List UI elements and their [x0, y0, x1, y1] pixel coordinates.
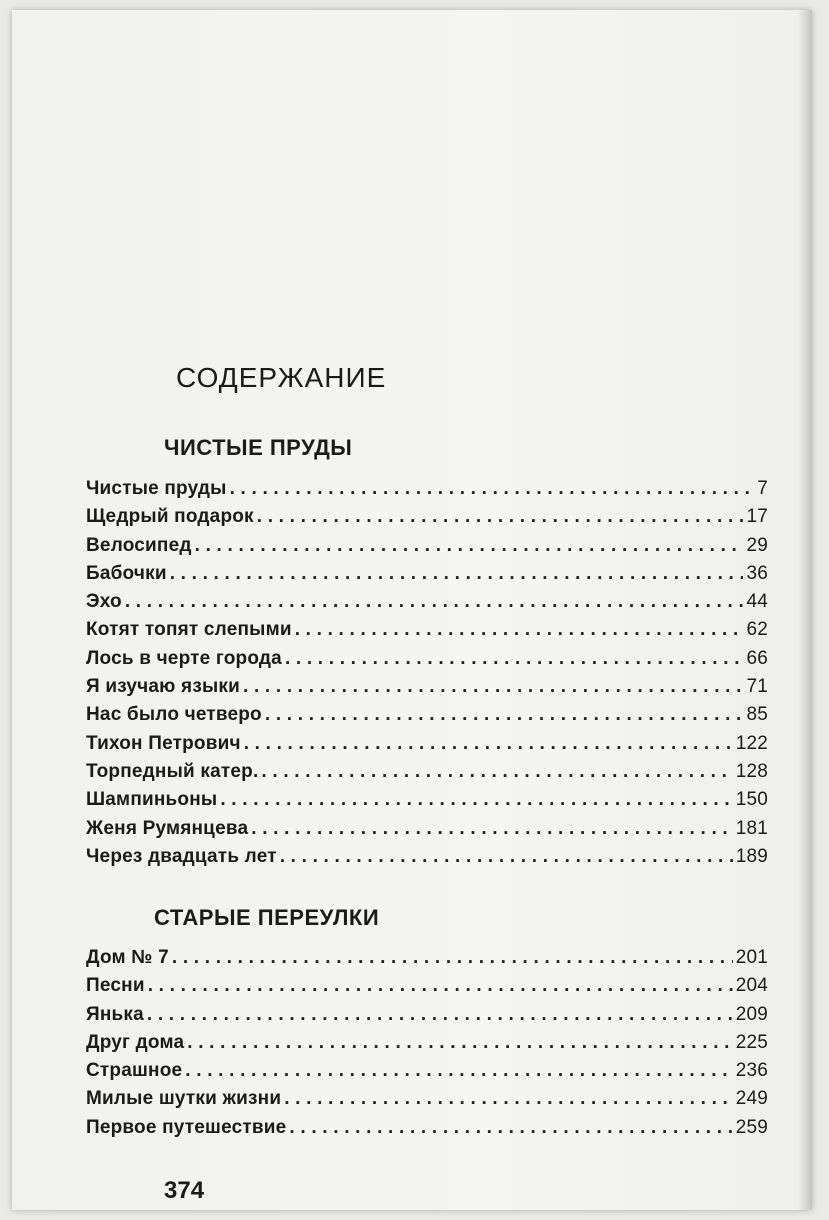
toc-entry-title: Торпедный катер.: [86, 760, 259, 782]
toc-entry: [86, 975, 768, 1003]
toc-entry-title: Щедрый подарок: [86, 506, 254, 528]
toc-leader-dots: [243, 676, 743, 698]
toc-entry: [86, 1032, 768, 1060]
page-spine-shadow: [798, 10, 812, 1210]
contents-heading: СОДЕРЖАНИЕ: [176, 362, 387, 393]
toc-entry-page: 189: [735, 845, 768, 867]
toc-entry-title: Шампиньоны: [86, 789, 218, 811]
toc-entry-page: 181: [735, 817, 768, 839]
toc-entry-title: Нас было четверо: [86, 704, 262, 726]
toc-entry-page: 71: [746, 676, 768, 698]
toc-entry-page: 201: [735, 947, 768, 968]
show-through-text: [92, 80, 782, 107]
toc-leader-dots: [147, 1004, 733, 1026]
toc-leader-dots: [148, 975, 733, 997]
toc-entry: [86, 619, 768, 647]
book-page: [12, 10, 812, 1210]
toc-entry-title: Женя Румянцева: [86, 817, 249, 839]
toc-leader-dots: [257, 506, 744, 528]
toc-entry-page: 85: [746, 704, 768, 726]
toc-leader-dots: [172, 947, 733, 969]
section-title-starye-pereulki: СТАРЫЕ ПЕРЕУЛКИ: [154, 905, 380, 930]
toc-entry: [86, 1088, 768, 1116]
toc-entry-page: 7: [757, 478, 768, 499]
toc-entry-page: 36: [746, 562, 768, 584]
toc-entry: [86, 648, 768, 676]
toc-leader-dots: [289, 1117, 732, 1139]
toc-entry-page: 62: [746, 619, 768, 641]
toc-leader-dots: [295, 619, 744, 641]
toc-entry-page: 249: [735, 1088, 768, 1110]
toc-entry-title: Лось в черте города: [86, 647, 282, 669]
toc-list-section-1: [86, 478, 768, 874]
toc-entry: [86, 535, 768, 563]
toc-entry-title: Я изучаю языки: [86, 676, 241, 698]
section-title-chistye-prudy: ЧИСТЫЕ ПРУДЫ: [164, 435, 353, 460]
toc-entry-title: Бабочки: [86, 562, 167, 584]
toc-leader-dots: [251, 818, 732, 840]
toc-leader-dots: [170, 563, 744, 585]
toc-leader-dots: [265, 704, 744, 726]
toc-entry: [86, 846, 768, 874]
toc-entry-page: 204: [735, 975, 768, 997]
toc-entry-title: Дом № 7: [86, 947, 169, 968]
toc-entry-page: 29: [746, 534, 768, 556]
toc-entry-title: Первое путешествие: [86, 1116, 287, 1138]
toc-entry: [86, 704, 768, 732]
toc-leader-dots: [195, 535, 744, 557]
toc-entry-page: 128: [735, 760, 768, 782]
toc-entry: [86, 947, 768, 975]
toc-leader-dots: [244, 733, 733, 755]
toc-entry-title: Песни: [86, 975, 145, 997]
toc-entry-title: Тихон Петрович: [86, 732, 241, 754]
toc-entry: [86, 733, 768, 761]
toc-entry: [86, 506, 768, 534]
toc-leader-dots: [261, 761, 732, 783]
toc-leader-dots: [230, 478, 755, 500]
toc-entry-page: 236: [735, 1060, 768, 1082]
toc-entry: [86, 1004, 768, 1032]
toc-entry: [86, 789, 768, 817]
toc-list-section-2: [86, 947, 768, 1145]
toc-entry: [86, 478, 768, 506]
toc-leader-dots: [280, 846, 733, 868]
toc-entry-title: Янька: [86, 1003, 144, 1025]
toc-entry: [86, 676, 768, 704]
toc-entry-title: Милые шутки жизни: [86, 1088, 282, 1110]
toc-entry: [86, 1060, 768, 1088]
toc-entry: [86, 818, 768, 846]
toc-entry-title: Друг дома: [86, 1031, 185, 1053]
toc-entry-page: 66: [746, 647, 768, 669]
toc-entry-page: 259: [735, 1116, 768, 1138]
toc-entry: [86, 761, 768, 789]
toc-leader-dots: [187, 1032, 732, 1054]
toc-entry-title: Чистые пруды: [86, 478, 227, 499]
toc-entry-page: 17: [746, 506, 768, 528]
toc-leader-dots: [220, 789, 732, 811]
toc-entry-title: Велосипед: [86, 534, 192, 556]
toc-entry-title: Котят топят слепыми: [86, 619, 292, 641]
toc-leader-dots: [285, 648, 744, 670]
toc-entry-page: 122: [735, 732, 768, 754]
toc-entry-title: Эхо: [86, 591, 122, 613]
toc-entry: [86, 1117, 768, 1145]
page-number: 374: [164, 1177, 205, 1204]
toc-leader-dots: [284, 1088, 732, 1110]
toc-entry-page: 44: [746, 591, 768, 613]
toc-leader-dots: [125, 591, 744, 613]
toc-entry: [86, 563, 768, 591]
toc-entry-title: Страшное: [86, 1060, 183, 1082]
toc-entry-page: 150: [735, 789, 768, 811]
toc-leader-dots: [185, 1060, 732, 1082]
toc-entry-page: 209: [735, 1003, 768, 1025]
toc-entry-page: 225: [735, 1031, 768, 1053]
toc-entry-title: Через двадцать лет: [86, 845, 277, 867]
toc-entry: [86, 591, 768, 619]
